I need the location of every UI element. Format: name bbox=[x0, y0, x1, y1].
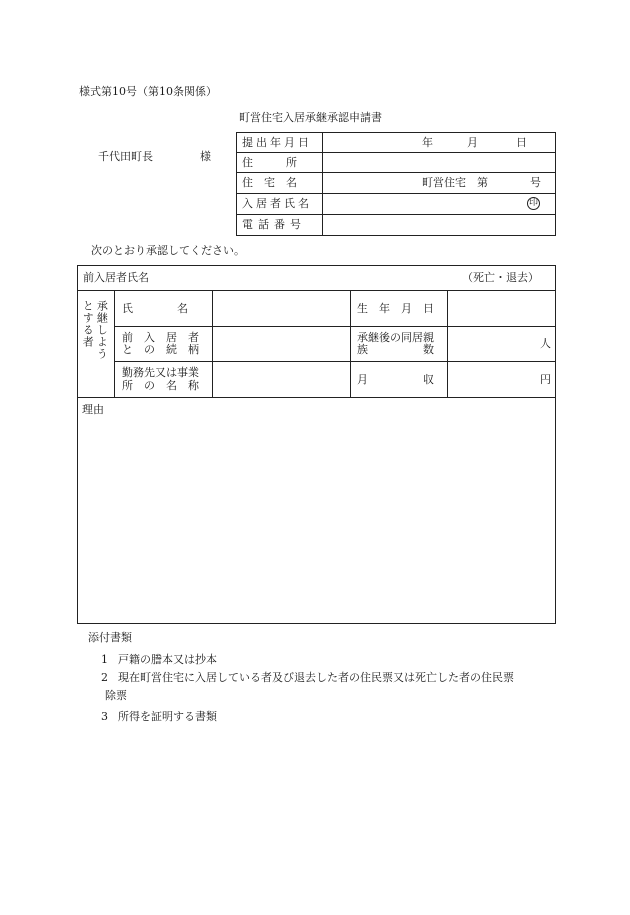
attachment-3-text: 所得を証明する書類 bbox=[118, 710, 217, 723]
addressee-name: 千代田町長 bbox=[98, 150, 153, 163]
date-month: 月 bbox=[467, 136, 478, 149]
seal-mark: 印 bbox=[528, 198, 538, 208]
attachment-1-text: 戸籍の謄本又は抄本 bbox=[118, 653, 217, 666]
prev-resident-note: （死亡・退去） bbox=[462, 271, 539, 284]
attachment-3-num: 3 bbox=[101, 710, 108, 723]
successor-col-2: とする者 bbox=[81, 300, 95, 348]
name-label: 氏 名 bbox=[122, 302, 188, 315]
attachment-2-text: 現在町営住宅に入居している者及び退去した者の住民票又は死亡した者の住民票 bbox=[118, 671, 514, 684]
relation-label-1: 前 入 居 者 bbox=[122, 331, 199, 344]
attachment-1-num: 1 bbox=[101, 653, 108, 666]
reason-label: 理由 bbox=[82, 403, 104, 416]
resident-label: 入居者氏名 bbox=[242, 197, 312, 210]
date-year: 年 bbox=[422, 136, 433, 149]
family-label-2: 族 数 bbox=[357, 343, 434, 356]
relation-label-2: と の 続 柄 bbox=[122, 343, 199, 356]
income-unit: 円 bbox=[540, 373, 551, 386]
address-label: 住 所 bbox=[242, 156, 297, 169]
house-suffix: 号 bbox=[530, 176, 541, 189]
attachment-2-num: 2 bbox=[101, 671, 108, 684]
submit-date-label: 提出年月日 bbox=[242, 136, 312, 149]
addressee-honorific: 様 bbox=[200, 150, 211, 163]
birthdate-label: 生 年 月 日 bbox=[357, 302, 434, 315]
form-number: 様式第10号（第10条関係） bbox=[79, 85, 217, 98]
successor-col-1: 承継しよう bbox=[95, 300, 109, 360]
work-label-1: 勤務先又は事業 bbox=[122, 366, 199, 379]
date-day: 日 bbox=[516, 136, 527, 149]
attachments-heading: 添付書類 bbox=[88, 631, 132, 644]
phone-label: 電話番号 bbox=[242, 218, 306, 231]
income-label: 月 収 bbox=[357, 373, 434, 386]
family-unit: 人 bbox=[540, 337, 551, 350]
attachment-2-cont: 除票 bbox=[105, 689, 127, 702]
request-text: 次のとおり承認してください。 bbox=[91, 244, 245, 257]
house-label: 住 宅 名 bbox=[242, 176, 297, 189]
successor-group-label bbox=[81, 300, 108, 390]
form-title: 町営住宅入居承継承認申請書 bbox=[239, 111, 382, 124]
family-label-1: 承継後の同居親 bbox=[357, 331, 434, 344]
work-label-2: 所 の 名 称 bbox=[122, 379, 199, 392]
prev-resident-label: 前入居者氏名 bbox=[83, 271, 149, 284]
main-table bbox=[77, 265, 556, 624]
house-prefix: 町営住宅 第 bbox=[422, 176, 488, 189]
